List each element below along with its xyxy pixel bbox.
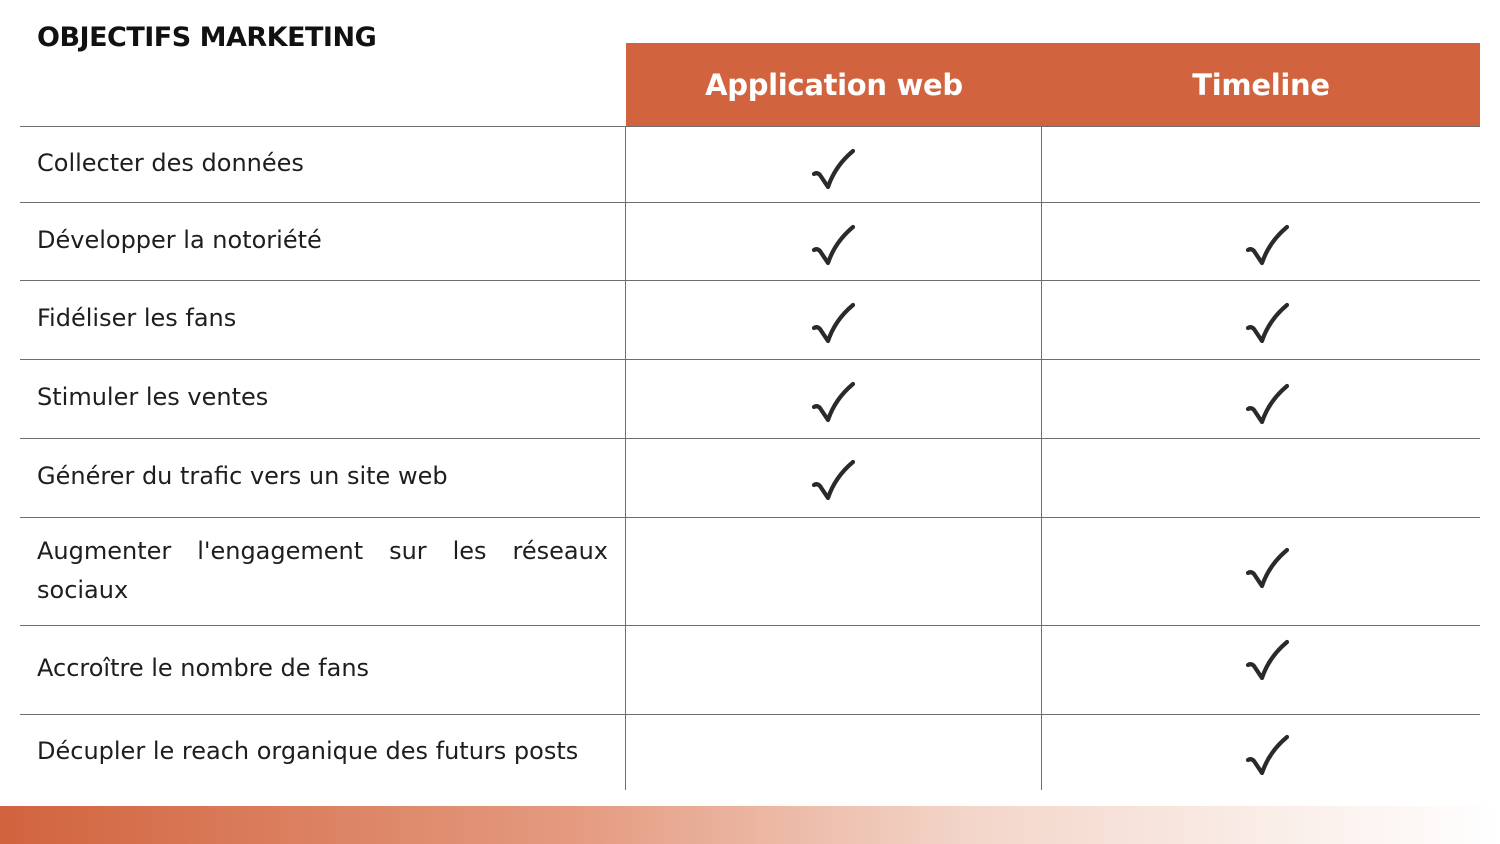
checkmark-icon [1245, 383, 1289, 427]
table-header [626, 43, 1480, 126]
page-title: OBJECTIFS MARKETING [37, 22, 377, 53]
table-row [20, 438, 1480, 517]
checkmark-icon [811, 224, 855, 268]
objective-label: Développer la notoriété [37, 226, 322, 254]
objective-label: Fidéliser les fans [37, 304, 237, 332]
table-row [20, 126, 1480, 202]
table-row [20, 714, 1480, 790]
checkmark-icon [1245, 734, 1289, 778]
objective-label: Accroître le nombre de fans [37, 654, 370, 682]
decorative-gradient-bar [0, 806, 1500, 844]
objective-label: Décupler le reach organique des futurs posts [37, 737, 579, 765]
objective-label: Augmenter l'engagement sur les réseaux sociaux [37, 537, 608, 604]
table-row [20, 517, 1480, 625]
checkmark-icon [811, 302, 855, 346]
checkmark-icon [811, 459, 855, 503]
checkmark-icon [811, 381, 855, 425]
checkmark-icon [1245, 639, 1289, 683]
table-row [20, 359, 1480, 438]
checkmark-icon [1245, 224, 1289, 268]
table-row [20, 625, 1480, 714]
checkmark-icon [811, 148, 855, 192]
objective-label: Générer du trafic vers un site web [37, 462, 448, 490]
objectives-table [20, 126, 1480, 790]
checkmark-icon [1245, 302, 1289, 346]
column-header-application-web: Application web [705, 67, 963, 102]
checkmark-icon [1245, 547, 1289, 591]
table-row [20, 280, 1480, 359]
objective-label: Collecter des données [37, 149, 304, 177]
objective-label: Stimuler les ventes [37, 383, 269, 411]
table-row [20, 202, 1480, 280]
column-header-timeline: Timeline [1192, 67, 1330, 102]
